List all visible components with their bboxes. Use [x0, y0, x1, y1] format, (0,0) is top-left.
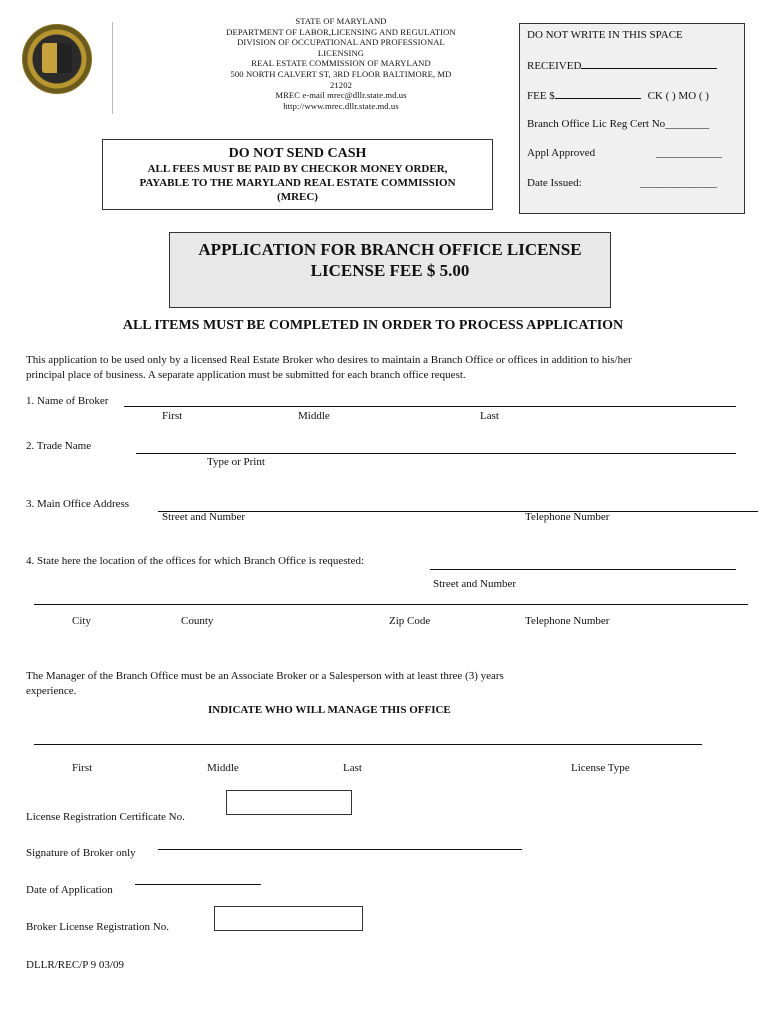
signature-label: Signature of Broker only [26, 847, 136, 859]
header-line: STATE OF MARYLAND [295, 16, 387, 26]
license-cert-input[interactable] [226, 790, 352, 815]
fee-field[interactable] [555, 88, 641, 99]
seal-shield-icon [42, 43, 72, 73]
fee-label: FEE $ [527, 90, 555, 102]
intro-line: principal place of business. A separate application must be submitted for each branch office request. [26, 369, 466, 381]
header-line: 500 NORTH CALVERT ST, 3RD FLOOR BALTIMORE, MD [230, 68, 452, 79]
zip-label: Zip Code [389, 615, 431, 627]
all-items-notice: ALL ITEMS MUST BE COMPLETED IN ORDER TO PROCESS APPLICATION [122, 318, 624, 333]
main-office-label: 3. Main Office Address [26, 498, 130, 510]
form-title: APPLICATION FOR BRANCH OFFICE LICENSE [198, 240, 582, 259]
header-line: DEPARTMENT OF LABOR,LICENSING AND REGULATION [226, 26, 456, 37]
broker-name-label: 1. Name of Broker [26, 395, 109, 407]
fee-row [527, 88, 709, 102]
header-line: DIVISION OF OCCUPATIONAL AND PROFESSIONAL [237, 37, 445, 48]
manager-text: The Manager of the Branch Office must be an Associate Broker or a Salesperson with at least three (3) years [26, 670, 504, 682]
broker-name-field[interactable] [124, 406, 736, 407]
date-issued-label: Date Issued: [527, 177, 582, 189]
header-line: MREC e-mail mrec@dllr.state.md.us [275, 90, 407, 101]
county-label: County [181, 615, 214, 627]
cash-notice-box [102, 139, 493, 210]
agency-header [200, 16, 482, 111]
header-line: 21202 [330, 79, 352, 90]
street-number-label: Street and Number [162, 511, 246, 523]
office-use-box [519, 23, 745, 214]
location-question: 4. State here the location of the offices for which Branch Office is requested: [26, 555, 365, 567]
signature-field[interactable] [158, 849, 522, 850]
date-of-application-field[interactable] [135, 884, 261, 885]
manager-name-field[interactable] [34, 744, 702, 745]
manager-text: experience. [26, 685, 77, 697]
office-use-title: DO NOT WRITE IN THIS SPACE [527, 29, 683, 41]
maryland-seal-logo [22, 24, 92, 94]
broker-license-label: Broker License Registration No. [26, 921, 169, 933]
cash-notice-line: ALL FEES MUST BE PAID BY CHECKOR MONEY ORDER, [147, 163, 448, 175]
manager-first-label: First [72, 762, 93, 774]
manager-middle-label: Middle [207, 762, 239, 774]
header-divider [112, 22, 113, 114]
main-office-field[interactable] [158, 511, 758, 512]
branch-cert-label: Branch Office Lic Reg Cert No________ [527, 118, 710, 130]
intro-line: This application to be used only by a licensed Real Estate Broker who desires to maintain a Branch Office or offices in addition to his/her [26, 354, 632, 366]
received-row [527, 58, 717, 72]
appl-approved-field[interactable]: ____________ [656, 147, 722, 159]
date-of-application-label: Date of Application [26, 884, 113, 896]
first-label: First [162, 410, 183, 422]
cash-notice-line: PAYABLE TO THE MARYLAND REAL ESTATE COMMISSION [139, 177, 456, 189]
branch-city-field[interactable] [34, 604, 748, 605]
city-label: City [72, 615, 91, 627]
manager-last-label: Last [343, 762, 362, 774]
header-line: REAL ESTATE COMMISSION OF MARYLAND [251, 58, 431, 69]
received-field[interactable] [581, 58, 717, 69]
header-line: http://www.mrec.dllr.state.md.us [283, 100, 399, 111]
cash-notice-line: (MREC) [277, 191, 318, 203]
trade-name-field[interactable] [136, 453, 736, 454]
form-id: DLLR/REC/P 9 03/09 [26, 959, 124, 971]
received-label: RECEIVED [527, 60, 582, 72]
manager-heading: INDICATE WHO WILL MANAGE THIS OFFICE [208, 704, 451, 716]
last-label: Last [480, 410, 499, 422]
telephone-label: Telephone Number [525, 511, 610, 523]
broker-license-input[interactable] [214, 906, 363, 931]
branch-street-field[interactable] [430, 569, 736, 570]
license-type-label: License Type [571, 762, 630, 774]
appl-approved-label: Appl Approved [527, 147, 596, 159]
street-and-number-label: Street and Number [433, 578, 517, 590]
cash-notice-title: DO NOT SEND CASH [228, 146, 367, 161]
form-fee: LICENSE FEE $ 5.00 [310, 261, 470, 280]
form-title-box [169, 232, 611, 308]
license-cert-label: License Registration Certificate No. [26, 811, 185, 823]
type-or-print-label: Type or Print [207, 456, 265, 468]
date-issued-field[interactable]: ______________ [640, 177, 717, 189]
telephone-label: Telephone Number [525, 615, 610, 627]
trade-name-label: 2. Trade Name [26, 440, 92, 452]
header-line: LICENSING [317, 47, 365, 58]
ck-mo-label: CK ( ) MO ( ) [647, 90, 709, 102]
middle-label: Middle [298, 410, 330, 422]
